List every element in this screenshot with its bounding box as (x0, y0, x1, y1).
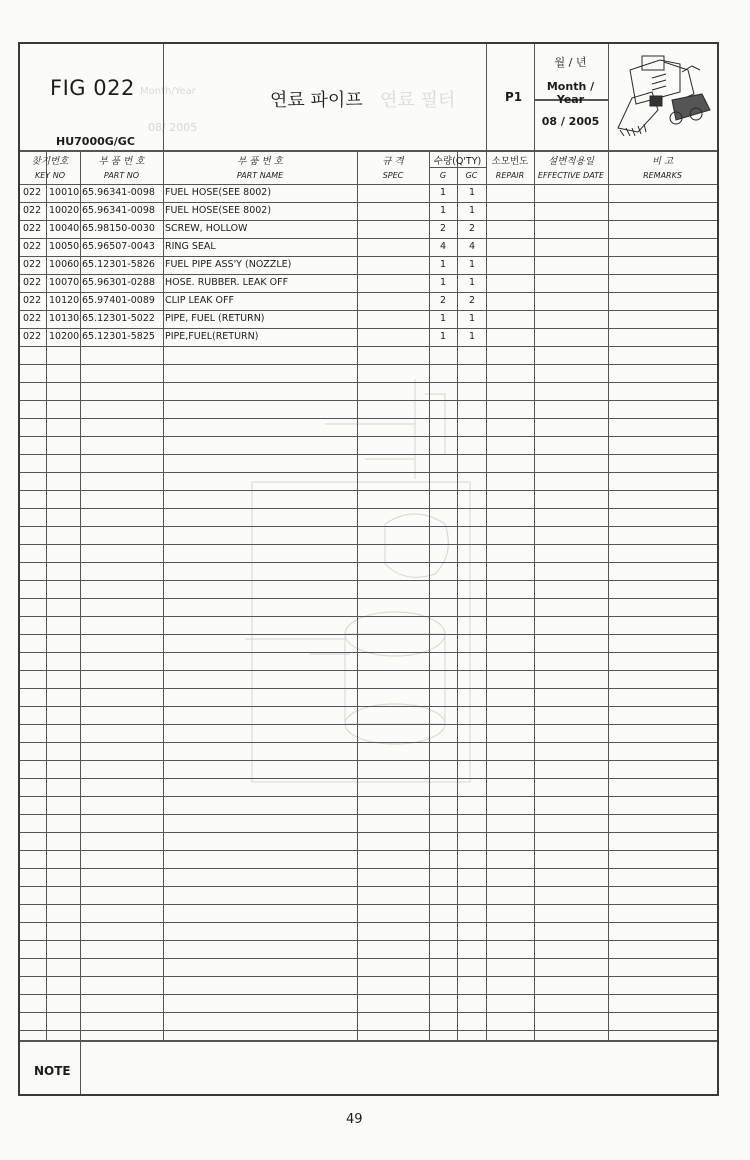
qty-g-cell: 1 (440, 277, 447, 288)
row-rule (20, 670, 717, 671)
part-name-cell: PIPE, FUEL (RETURN) (165, 313, 265, 324)
row-rule (20, 472, 717, 473)
row-rule (20, 598, 717, 599)
part-name-cell: PIPE,FUEL(RETURN) (165, 331, 259, 342)
row-rule (20, 688, 717, 689)
qty-g-cell: 4 (440, 241, 447, 252)
row-rule (20, 454, 717, 455)
part-name-cell: FUEL PIPE ASS'Y (NOZZLE) (165, 259, 292, 270)
row-rule (20, 490, 717, 491)
row-rule (20, 706, 717, 707)
remarks-col-en: REMARKS (643, 171, 682, 180)
row-rule (20, 652, 717, 653)
row-rule (20, 904, 717, 905)
note-rule (80, 1040, 81, 1094)
name-col-kr: 부 품 번 호 (237, 156, 283, 167)
row-rule (20, 994, 717, 995)
key-col-en: KEY NO (34, 171, 65, 180)
row-rule (20, 922, 717, 923)
note-label: NOTE (34, 1064, 71, 1078)
combine-harvester-icon (612, 48, 714, 144)
part-name-cell: SCREW, HOLLOW (165, 223, 248, 234)
bleed-through-text: 연료 필터 (380, 90, 456, 111)
row-rule (20, 778, 717, 779)
row-rule (20, 634, 717, 635)
table-row (20, 274, 717, 292)
part-name-cell: RING SEAL (165, 241, 216, 252)
qty-g-cell: 1 (440, 331, 447, 342)
qty-gc-cell: 1 (469, 187, 476, 198)
key-no-cell: 10130 (49, 313, 80, 324)
row-rule (20, 760, 717, 761)
colhead-rule (429, 167, 486, 168)
repair-col-kr: 소모번도 (491, 156, 529, 167)
eff-col-kr: 설변적용일 (548, 156, 594, 167)
header-bottom-rule (20, 150, 717, 152)
table-row (20, 220, 717, 238)
part-no-cell: 65.96301-0288 (82, 277, 155, 288)
name-col-en: PART NAME (236, 171, 284, 180)
bleed-through-text: Month/Year (140, 86, 196, 97)
note-rule (20, 1040, 717, 1042)
qty-g-cell: 2 (440, 223, 447, 234)
fig-number-cell: 022 (23, 277, 42, 288)
part-no-cell: 65.96341-0098 (82, 205, 155, 216)
table-row (20, 328, 717, 346)
row-rule (20, 562, 717, 563)
fig-number-cell: 022 (23, 331, 42, 342)
part-name-cell: CLIP LEAK OFF (165, 295, 234, 306)
table-row (20, 310, 717, 328)
partno-col-en: PART NO (103, 171, 140, 180)
row-rule (20, 526, 717, 527)
qty-gc-cell: 2 (469, 223, 476, 234)
fig-number-cell: 022 (23, 223, 42, 234)
row-rule (20, 616, 717, 617)
fig-number-cell: 022 (23, 295, 42, 306)
row-rule (20, 436, 717, 437)
repair-col-en: REPAIR (495, 171, 525, 180)
part-no-cell: 65.96507-0043 (82, 241, 155, 252)
figure-number: FIG 022 (50, 76, 135, 100)
row-rule (20, 580, 717, 581)
table-row (20, 292, 717, 310)
table-row (20, 184, 717, 202)
key-no-cell: 10060 (49, 259, 80, 270)
qty-g-cell: 1 (440, 313, 447, 324)
qty-g-col: G (439, 171, 447, 180)
key-no-cell: 10120 (49, 295, 80, 306)
key-no-cell: 10040 (49, 223, 80, 234)
fig-number-cell: 022 (23, 313, 42, 324)
row-rule (20, 544, 717, 545)
qty-gc-col: GC (465, 171, 478, 180)
part-no-cell: 65.97401-0089 (82, 295, 155, 306)
qty-col-kr: 수량(Q'TY) (433, 156, 482, 167)
row-rule (20, 796, 717, 797)
table-row (20, 238, 717, 256)
eff-col-en: EFFECTIVE DATE (537, 171, 605, 180)
model-name: HU7000G/GC (56, 135, 135, 148)
key-col-kr: 찾기번호 (31, 156, 69, 167)
qty-g-cell: 1 (440, 187, 447, 198)
partno-col-kr: 부 품 번 호 (98, 156, 145, 167)
page-label: P1 (505, 90, 523, 104)
row-rule (20, 958, 717, 959)
key-no-cell: 10010 (49, 187, 80, 198)
parts-list-sheet (18, 42, 719, 1096)
qty-g-cell: 1 (440, 205, 447, 216)
qty-gc-cell: 1 (469, 331, 476, 342)
part-no-cell: 65.12301-5022 (82, 313, 155, 324)
row-rule (20, 724, 717, 725)
qty-gc-cell: 1 (469, 277, 476, 288)
row-rule (20, 886, 717, 887)
fig-number-cell: 022 (23, 259, 42, 270)
part-no-cell: 65.96341-0098 (82, 187, 155, 198)
fig-number-cell: 022 (23, 187, 42, 198)
table-row (20, 256, 717, 274)
page-number: 49 (346, 1112, 363, 1127)
issue-date: 08 / 2005 (541, 115, 600, 128)
key-no-cell: 10050 (49, 241, 80, 252)
row-rule (20, 814, 717, 815)
row-rule (20, 418, 717, 419)
part-no-cell: 65.12301-5825 (82, 331, 155, 342)
row-rule (20, 742, 717, 743)
bleed-through-text: 08/ 2005 (148, 121, 198, 134)
page-title: 연료 파이프 (270, 90, 363, 111)
row-rule (20, 1012, 717, 1013)
table-row (20, 202, 717, 220)
qty-gc-cell: 1 (469, 259, 476, 270)
row-rule (20, 832, 717, 833)
qty-gc-cell: 1 (469, 313, 476, 324)
key-no-cell: 10070 (49, 277, 80, 288)
row-rule (20, 364, 717, 365)
qty-gc-cell: 1 (469, 205, 476, 216)
part-name-cell: FUEL HOSE(SEE 8002) (165, 205, 272, 216)
part-no-cell: 65.12301-5826 (82, 259, 155, 270)
row-rule (20, 940, 717, 941)
key-no-cell: 10020 (49, 205, 80, 216)
spec-col-en: SPEC (382, 171, 404, 180)
row-rule (20, 382, 717, 383)
part-name-cell: HOSE. RUBBER. LEAK OFF (165, 277, 289, 288)
month-year-kr-label: 월 / 년 (554, 56, 587, 69)
remarks-col-kr: 비 고 (651, 156, 674, 167)
qty-gc-cell: 4 (469, 241, 476, 252)
row-rule (20, 976, 717, 977)
qty-g-cell: 1 (440, 259, 447, 270)
row-rule (20, 868, 717, 869)
key-no-cell: 10200 (49, 331, 80, 342)
part-name-cell: FUEL HOSE(SEE 8002) (165, 187, 272, 198)
row-rule (20, 508, 717, 509)
month-year-label: Month / Year (546, 80, 595, 106)
fig-number-cell: 022 (23, 241, 42, 252)
fig-number-cell: 022 (23, 205, 42, 216)
part-no-cell: 65.98150-0030 (82, 223, 155, 234)
row-rule (20, 1030, 717, 1031)
row-rule (20, 400, 717, 401)
spec-col-kr: 규 격 (382, 156, 404, 167)
row-rule (20, 346, 717, 347)
row-rule (20, 850, 717, 851)
qty-gc-cell: 2 (469, 295, 476, 306)
qty-g-cell: 2 (440, 295, 447, 306)
